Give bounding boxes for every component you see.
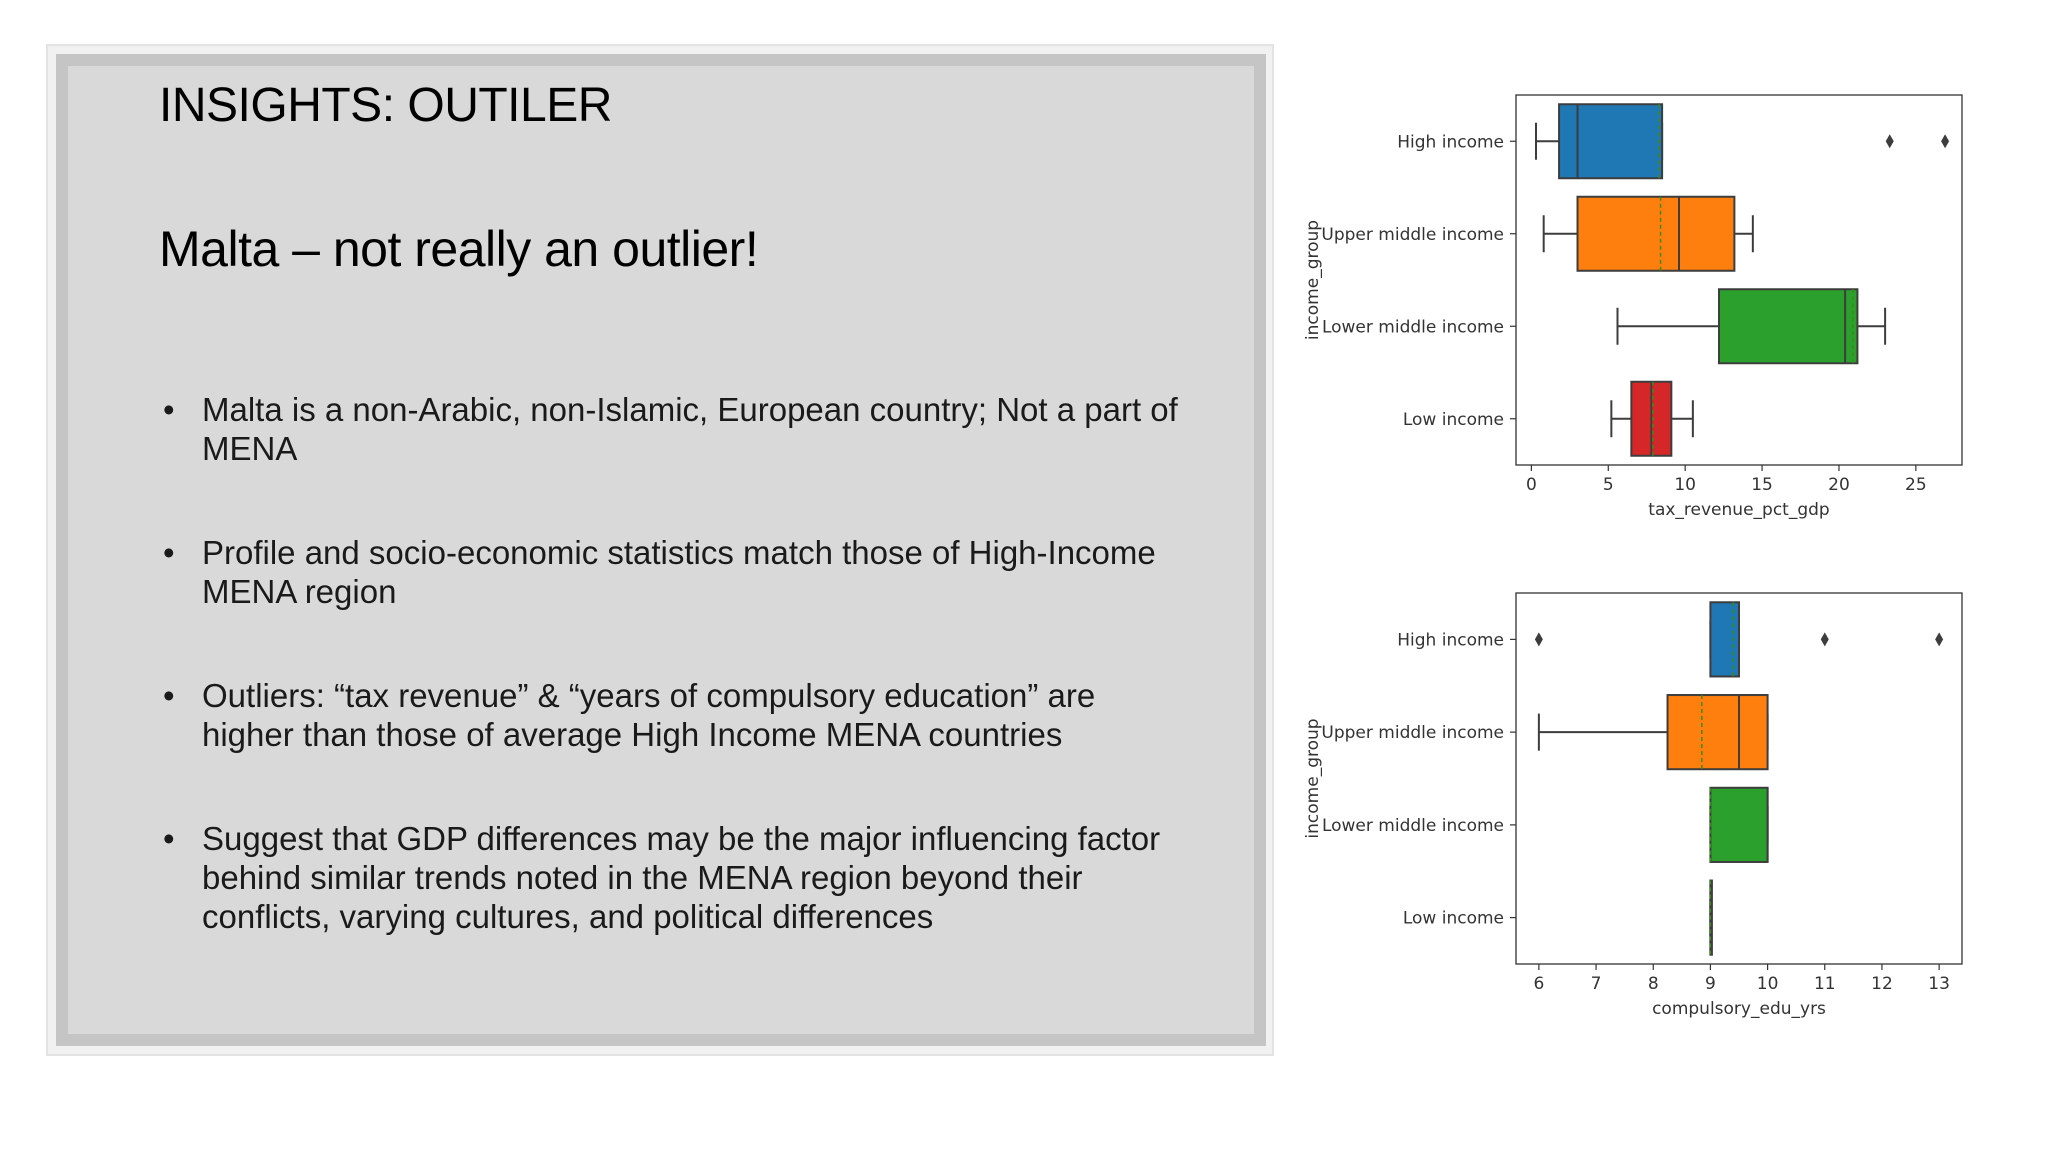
y-tick-label: Low income: [1402, 409, 1504, 430]
x-tick-label: 6: [1533, 974, 1545, 994]
y-tick-label: Low income: [1402, 908, 1504, 929]
x-tick-label: 25: [1905, 475, 1927, 495]
y-tick-label: High income: [1397, 132, 1504, 153]
x-axis-label: compulsory_edu_yrs: [1652, 999, 1826, 1019]
x-axis-label: tax_revenue_pct_gdp: [1648, 500, 1830, 520]
x-tick-label: 9: [1704, 974, 1716, 994]
box: [1710, 602, 1739, 676]
x-tick-label: 5: [1602, 475, 1614, 495]
bullet-dot-icon: •: [163, 391, 175, 428]
x-tick-label: 0: [1525, 475, 1537, 495]
y-axis-label: income_group: [1303, 718, 1323, 839]
x-tick-label: 10: [1756, 974, 1779, 994]
bullet-text: Outliers: “tax revenue” & “years of compulsory education” are higher than those of average High Income MENA countries: [202, 677, 1096, 753]
y-tick-label: Upper middle income: [1321, 224, 1504, 245]
box: [1559, 104, 1662, 178]
bullet-dot-icon: •: [163, 677, 175, 714]
x-tick-label: 12: [1871, 974, 1893, 994]
box: [1719, 289, 1857, 363]
bullet-dot-icon: •: [163, 820, 175, 857]
y-tick-label: Lower middle income: [1321, 317, 1504, 338]
chart-1: [1303, 95, 1962, 520]
bullet-text: Malta is a non-Arabic, non-Islamic, European country; Not a part of MENA: [202, 391, 1178, 467]
bullet-list: [159, 390, 1189, 1001]
x-tick-label: 8: [1647, 974, 1659, 994]
x-tick-label: 11: [1813, 974, 1836, 994]
y-tick-label: High income: [1397, 630, 1504, 651]
x-tick-label: 15: [1751, 475, 1773, 495]
y-axis-label: income_group: [1303, 219, 1323, 341]
x-tick-label: 20: [1828, 475, 1850, 495]
bullet-item: [159, 676, 1189, 754]
slide-title: INSIGHTS: OUTILER: [159, 79, 612, 132]
box: [1710, 788, 1767, 862]
y-tick-label: Upper middle income: [1321, 723, 1504, 744]
x-tick-label: 10: [1674, 475, 1696, 495]
x-tick-label: 7: [1590, 974, 1602, 994]
chart-2: [1303, 593, 1962, 1019]
bullet-item: [159, 819, 1189, 936]
y-tick-label: Lower middle income: [1321, 815, 1504, 836]
bullet-item: [159, 533, 1189, 611]
bullet-text: Suggest that GDP differences may be the major influencing factor behind similar trends noted in the MENA region beyond their conflicts, varying cultures, and political differences: [202, 820, 1161, 935]
slide-subtitle: Malta – not really an outlier!: [159, 221, 759, 277]
bullet-dot-icon: •: [163, 534, 175, 571]
box: [1668, 695, 1768, 769]
bullet-text: Profile and socio-economic statistics match those of High-Income MENA region: [202, 534, 1156, 610]
x-tick-label: 13: [1928, 974, 1950, 994]
box: [1578, 197, 1735, 271]
bullet-item: [159, 390, 1189, 468]
boxplot-charts: [1300, 80, 2000, 1040]
